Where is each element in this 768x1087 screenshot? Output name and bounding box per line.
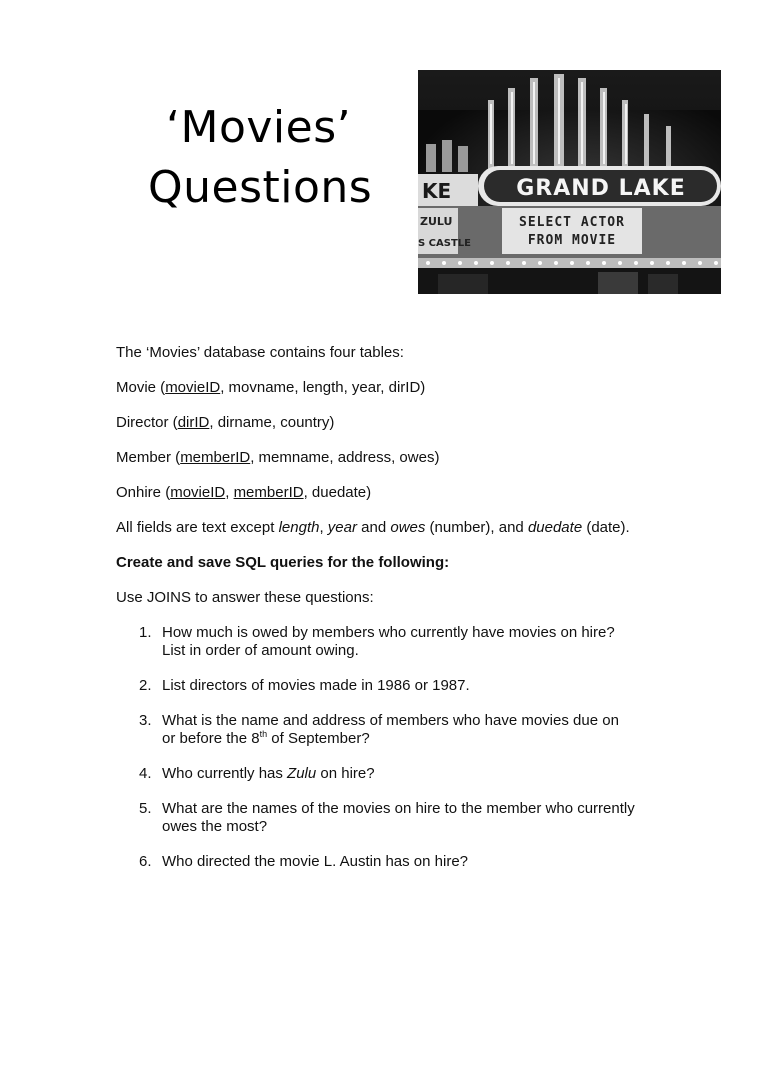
primary-key: memberID <box>233 484 304 501</box>
joins-note: Use JOINS to answer these questions: <box>116 589 374 606</box>
table-movie: Movie (movieID, movname, length, year, dirID) <box>116 379 426 396</box>
side-sign-1: KE <box>422 179 452 203</box>
table-member: Member (memberID, memname, address, owes) <box>116 449 440 466</box>
instruction-heading: Create and save SQL queries for the following: <box>116 554 450 571</box>
fields-note: All fields are text except length, year and owes (number), and duedate (date). <box>116 519 630 536</box>
question-1: 1. How much is owed by members who currently have movies on hire? List in order of amount owing. <box>139 624 615 659</box>
primary-key: movieID <box>165 379 221 396</box>
table-director: Director (dirID, dirname, country) <box>116 414 335 431</box>
primary-key: movieID <box>170 484 226 501</box>
marquee-illustration <box>418 70 721 294</box>
side-sign-2: ZULU <box>420 215 453 228</box>
table-onhire: Onhire (movieID, memberID, duedate) <box>116 484 372 501</box>
question-3: 3. What is the name and address of members who have movies due on or before the 8th of September? <box>139 712 619 747</box>
question-2: 2. List directors of movies made in 1986 or 1987. <box>139 677 470 694</box>
primary-key: dirID <box>177 414 210 431</box>
intro-paragraph: The ‘Movies’ database contains four tables: <box>116 344 404 361</box>
primary-key: memberID <box>180 449 251 466</box>
title-line-2: Questions <box>148 162 373 213</box>
question-4: 4. Who currently has Zulu on hire? <box>139 765 375 782</box>
page-title <box>148 98 372 218</box>
marquee-line-1: SELECT ACTOR <box>519 215 625 230</box>
marquee-name: GRAND LAKE <box>516 176 686 201</box>
theatre-marquee-photo <box>418 70 721 294</box>
side-sign-3: S CASTLE <box>418 238 471 249</box>
marquee-line-2: FROM MOVIE <box>527 233 617 248</box>
question-6: 6. Who directed the movie L. Austin has on hire? <box>139 853 469 870</box>
question-5: 5. What are the names of the movies on hire to the member who currently owes the most? <box>139 800 635 835</box>
question-list <box>116 624 676 871</box>
title-line-1: ‘Movies’ <box>166 102 352 153</box>
document-body <box>116 344 676 888</box>
